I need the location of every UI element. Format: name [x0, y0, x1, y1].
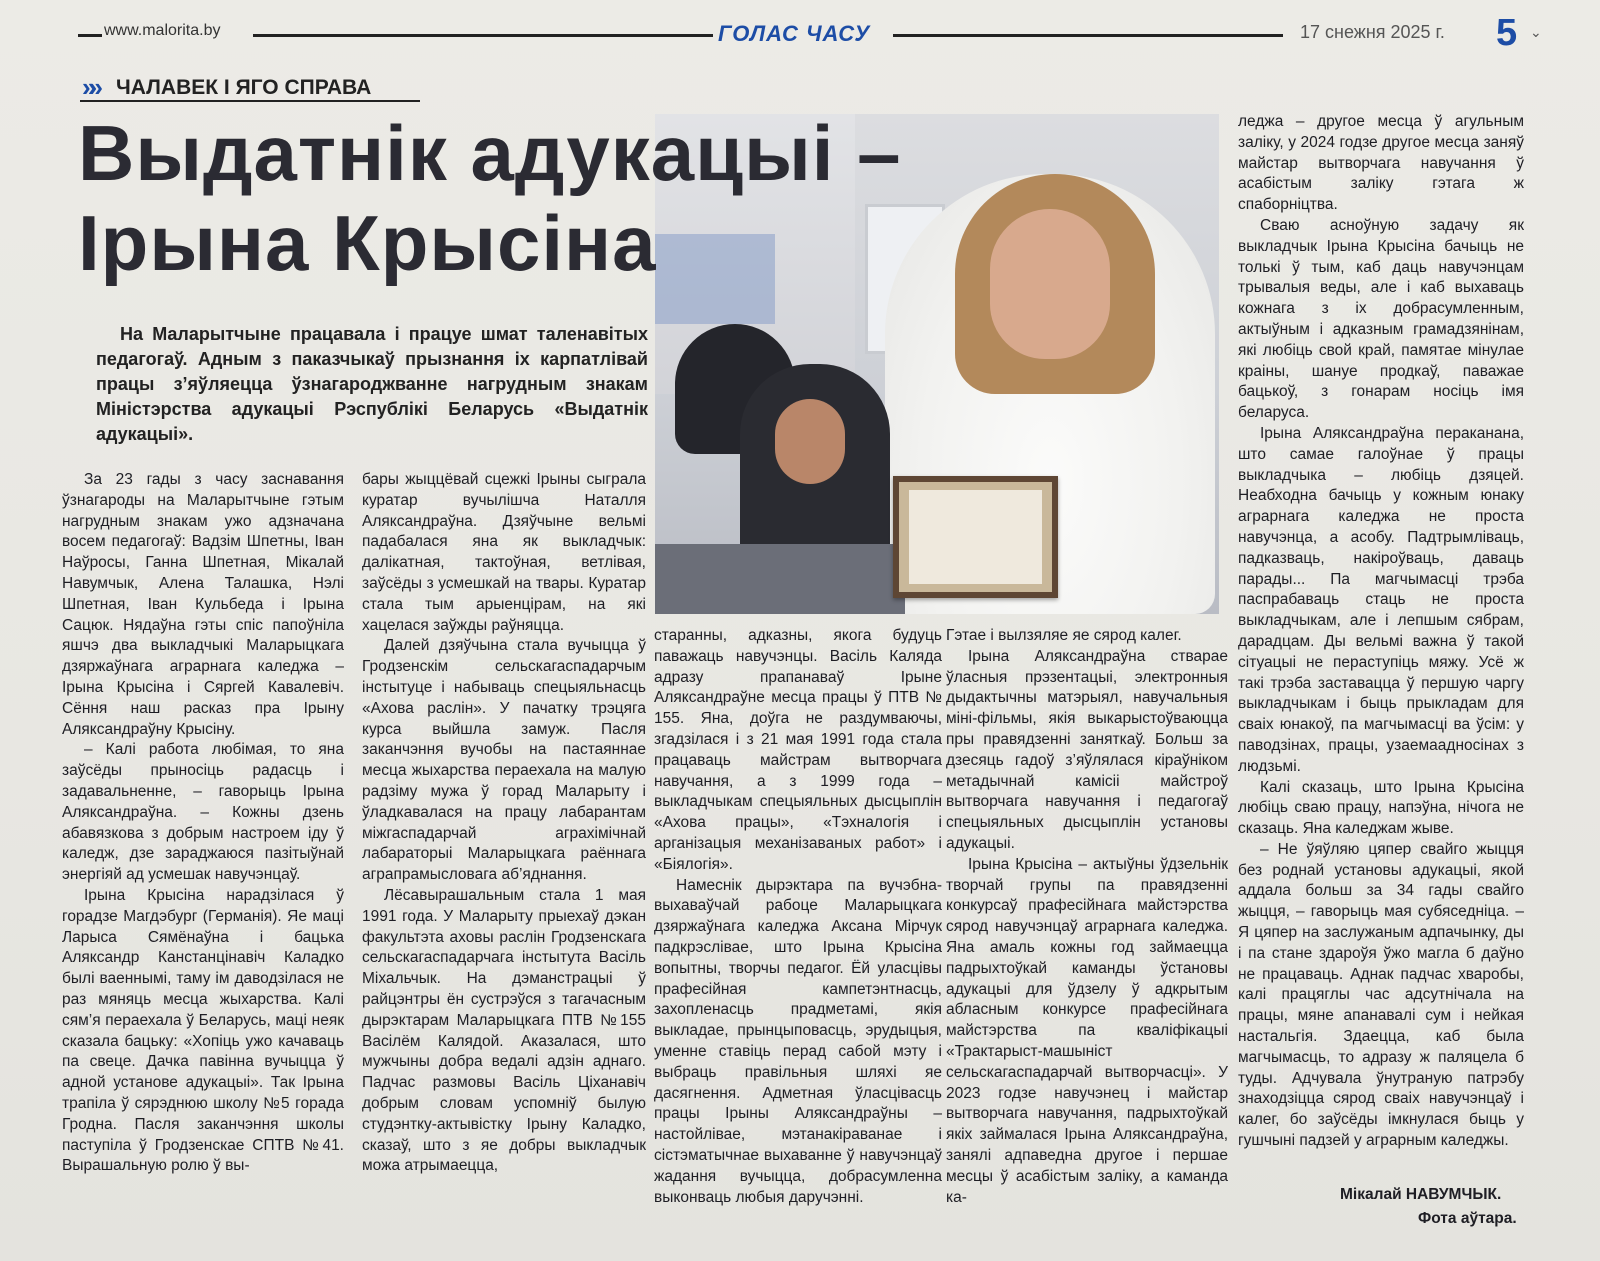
headline-line-2: Ірына Крысіна	[78, 199, 657, 287]
section-rubric	[80, 74, 420, 102]
photo-student-face	[775, 399, 845, 484]
author-byline: Мікалай НАВУМЧЫК.	[1340, 1186, 1502, 1203]
paragraph: Намеснік дырэктара па вучэбна-выхаваўчай рабоце Маларыцкага дзяржаўнага каледжа Аксана Мірчук падкрэслівае, што Ірына Крысіна вопытны, творчы педагог. Ёй уласцівы прафесійная кампетэнтнасць, захопленасць прадметамі, якія выкладае, прынцыповасць, эрудыцыя, уменне ставіць перад сабой мэту і выбраць правільныя шляхі яе дасягнення. Адметная ўласцівасць працы Ірыны Аляксандраўны – настойлівае, мэтанакіраванае і сістэматычнае выхаванне ў навучэнцаў жадання вучыцца, добрасумленна выконваць любыя даручэнні.	[654, 876, 942, 1206]
photo-credit: Фота аўтара.	[1418, 1210, 1517, 1227]
paragraph: леджа – другое месца ў агульным заліку, у 2024 годзе другое месца заняў майстар вытворчага навучання ў асабістым заліку гэтага ж спаборніцтва.	[1238, 113, 1524, 214]
photo-award-certificate	[893, 476, 1058, 598]
rubric-label: ЧАЛАВЕК І ЯГО СПРАВА	[116, 76, 372, 99]
paragraph: старанны, адказны, якога будуць паважаць навучэнцы. Васіль Каляда адразу прапанаваў Ірыне Аляксандраўне месца працы ў ПТВ № 155. Яна, доўга не раздумваючы, згадзілася і з 21 мая 1991 года стала працаваць майстрам вытворчага навучання, а з 1999 года – выкладчыкам спецыяльных дысцыплін «Ахова працы», «Тэхналогія і арганізацыя механізаваных работ» і «Біялогія».	[654, 627, 942, 873]
header-rule	[78, 34, 102, 37]
page-header	[78, 12, 1558, 54]
masthead: ГОЛАС ЧАСУ	[718, 21, 871, 46]
article-headline	[78, 108, 998, 288]
article-column-1	[62, 470, 344, 1230]
article-column-4	[946, 626, 1228, 1230]
article-column-5	[1238, 112, 1524, 1192]
paragraph: Ірына Аляксандраўна перакананa, што самае галоўнае ў працы выкладчыка – любіць дзяцей. Неабходна бачыць у кожным юнаку аграрнага каледжа не проста навучэнца, а асобу. Падтрымліваць, падказваць, накіроўваць, даваць парады... Па магчымасці трэба паспрабаваць стаць не проста выкладчыкам, але і лепшым сябрам, дарадцам. Ды вельмі важна ў такой сітуацыі не пераступіць мяжу. Усё ж такі трэба заставацца ў першую чаргу выкладчыкам і быць прыкладам для сваіх юнакоў, па магчымасці ва ўсім: у паводзінах, працы, узаемаадносінах з людзьмі.	[1238, 424, 1524, 775]
page-number: 5	[1496, 12, 1518, 54]
site-url: www.malorita.by	[104, 22, 221, 39]
paragraph: За 23 гады з часу заснавання ўзнагароды на Маларытчыне гэтым нагрудным знакам ужо адзначана восем педагогаў: Вадзім Шпетны, Іван Наўросы, Ганна Шпетная, Мікалай Навумчык, Алена Талашка, Нэлі Шпетная, Іван Кульбеда і Ірына Сацюк. Нядаўна гэты спіс папоўніла яшчэ два выкладчыкі Маларыцкага дзяржаўнага аграрнага каледжа – Ірына Крысіна і Сяргей Кавалевіч. Сёння наш расказ пра Ірыну Аляксандраўну Крысіну.	[62, 471, 344, 738]
header-rule	[893, 34, 1283, 37]
paragraph: – Не ўяўляю цяпер свайго жыцця без роднай установы адукацыі, якой аддала больш за 34 гады свайго жыцця, – гаворыць мая субяседніца. – Я цяпер на заслужаным адпачынку, ды і па стане здароўя ўжо магла б даўно не працаваць. Аднак падчас хваробы, калі працяглы час адсутнічала на працы, мяне апанавалі сум і нейкая настальгія. Здаецца, каб была магчымасць, то адразу ж паляцела б туды. Адчувала ўнутраную патрэбу знаходзіцца сярод сваіх навучэнцаў і калег, бо заўсёды імкнулася быць у гушчыні падзей у аграрным каледжы.	[1238, 840, 1524, 1150]
paragraph: Гэтае і вылзяляе яе сярод калег.	[946, 627, 1182, 644]
paragraph: бары жыццёвай сцежкі Ірыны сыграла куратар вучылішча Наталля Аляксандраўна. Дзяўчыне вельмі падабалася яна як выкладчык: далікатная, тактоўная, ветлівая, заўсёды з усмешкай на твары. Куратар стала тым арыенцірам, на які хацелася заўжды раўняцца.	[362, 471, 646, 634]
issue-date: 17 снежня 2025 г.	[1300, 22, 1445, 42]
photo-teacher-face	[990, 209, 1110, 359]
headline-line-1: Выдатнік адукацыі –	[78, 109, 902, 197]
chevron-down-icon: ⌄	[1530, 24, 1542, 40]
paragraph: Калі сказаць, што Ірына Крысіна любіць сваю працу, напэўна, нічога не сказаць. Яна каледжам жыве.	[1238, 778, 1524, 838]
double-chevron-icon: »»	[82, 72, 95, 102]
paragraph: Сваю асноўную задачу як выкладчык Ірына Крысіна бачыць не толькі ў тым, каб даць навучэнцам трывалыя веды, але і каб выхаваць кожнага з іх добрасумленным, актыўным і адказным грамадзянінам, які любіць свой край, памятае мінулае краіны, шануе продкаў, паважае бацькоў, з гонарам носіць імя беларуса.	[1238, 216, 1524, 422]
paragraph: – Калі работа любімая, то яна заўсёды прыносіць радасць і задавальненне, – гаворыць Ірына Аляксандраўна. – Кожны дзень абавязкова з добрым настроем іду ў каледж, дзе зараджаюся пазітыўнай энергіяй ад усмешак навучэнцаў.	[62, 741, 344, 884]
article-lead: На Маларытчыне працавала і працуе шмат таленавітых педагогаў. Адным з паказчыкаў прызнання іх карпатлівай працы з’яўляецца ўзнагароджванне нагрудным знакам Міністэрства адукацыі Рэспублікі Беларусь «Выдатнік адукацыі».	[96, 324, 648, 444]
article-column-3	[654, 626, 942, 1230]
paragraph: Далей дзяўчына стала вучыцца ў Гродзенскім сельскагаспадарчым інстытуце і набываць спецыяльнасць «Ахова раслін». У пачатку трэцяга курса выйшла замуж. Пасля заканчэння вучобы на пастаяннае месца жыхарства пераехала на малую радзіму мужа ў горад Маларыту і ўладкавалася на працу лабарантам міжгаспадарчай аграхімічнай лабараторыі Маларыцкага раённага аграпрамысловага аб’яднання.	[362, 637, 646, 884]
paragraph: Ірына Аляксандраўна стварае ўласныя прэзентацыі, электронныя дыдактычны матэрыял, навучальныя міні-фільмы, якія выкарыстоўваюцца пры правядзенні заняткаў. Больш за дзесяць гадоў з’яўлялася кіраўніком метадычнай камісіі майстроў вытворчага навучання і педагогаў спецыяльных дысцыплін установы адукацыі.	[946, 647, 1228, 852]
paragraph: Ірына Крысіна нарадзілася ў горадзе Магдэбург (Германія). Яе маці Ларыса Сямёнаўна і бацька Аляксандр Канстанцінавіч Каладко былі ваеннымі, таму ім даводзілася не раз мяняць месца жыхарства. Калі сям’я пераехала ў Беларусь, маці неяк сказала бацьку: «Хопіць ужо качаваць па свеце. Дачка павінна вучыцца ў адной установе адукацыі». Так Ірына трапіла ў сярэднюю школу №5 горада Гродна. Пасля заканчэння школы паступіла ў Гродзенскае СПТВ №41. Вырашальную ролю ў вы-	[62, 886, 344, 1175]
article-column-2	[362, 470, 646, 1230]
header-rule	[253, 34, 713, 37]
paragraph: Лёсавырашальным стала 1 мая 1991 года. У Маларыту прыехаў дэкан факультэта аховы раслін Гродзенскага сельскагаспадарчага інстытута Васіль Міхальчык. На дэманстрацыі ў райцэнтры ён сустрэўся з тагачасным дырэктарам Маларыцкага ПТВ №155 Васілём Калядой. Аказалася, што мужчыны добра ведалі адзін аднаго. Падчас размовы Васіль Цiханавіч добрым словам успомніў былую студэнтку-актывістку Ірыну Каладко, сказаў, што з яе добры выкладчык можа атрымаецца,	[362, 886, 646, 1175]
paragraph: Ірына Крысіна – актыўны ўдзельнік творчай групы па правядзенні конкурсаў прафесійнага майстэрства сярод навучэнцаў аграрнага каледжа. Яна амаль кожны год займаецца падрыхтоўкай каманды ўстановы адукацыі для ўдзелу ў адкрытым абласным конкурсе прафесійнага майстэрства па кваліфікацыі «Трактарыст-машыніст сельскагаспадарчай вытворчасці». У 2023 годзе навучэнец і майстар вытворчага навучання, падрыхтоўкай якіх займалася Ірына Аляксандраўна, занялі адпаведна другое і першае месцы ў асабістым заліку, а каманда ка-	[946, 855, 1228, 1206]
photo-desk	[655, 544, 905, 614]
